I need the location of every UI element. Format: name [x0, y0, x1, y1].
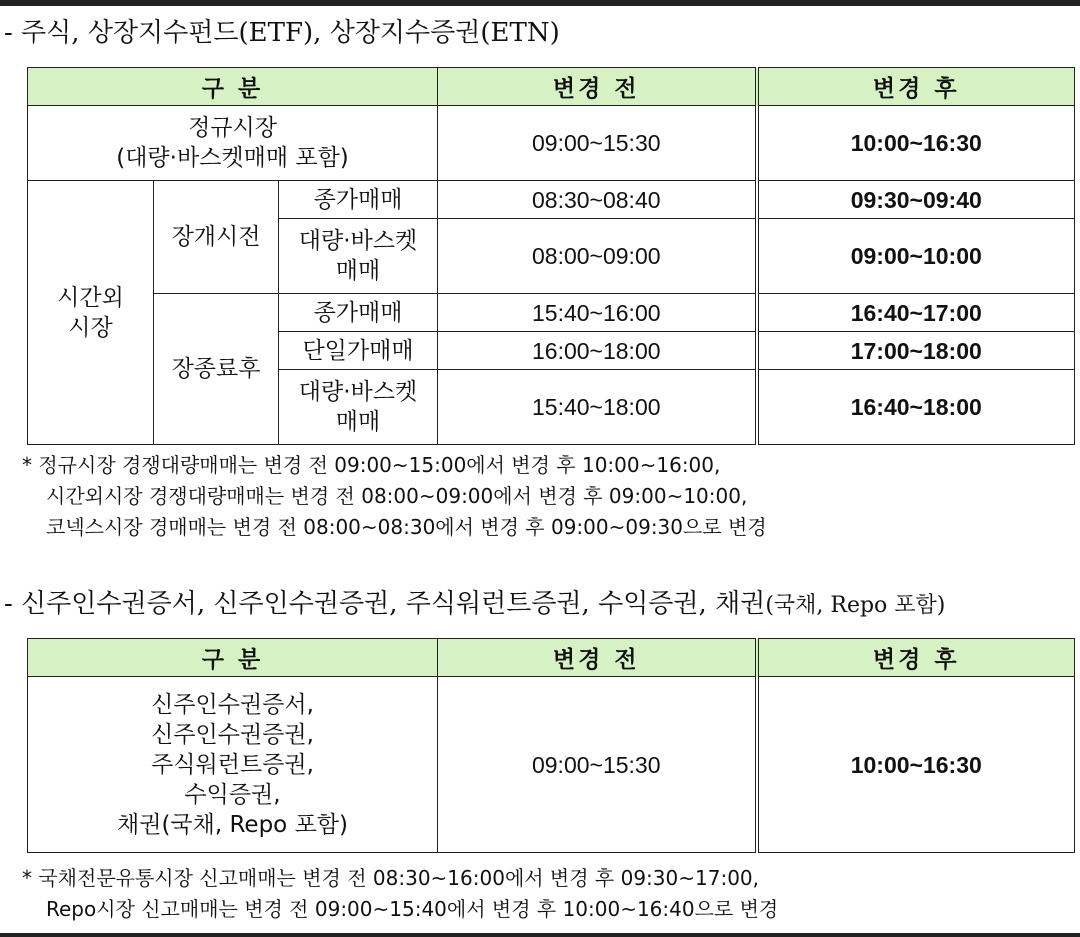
- trade-type-line1: 대량·바스켓: [298, 228, 418, 254]
- section2-notes: [22, 863, 778, 925]
- trade-type-line1: 대량·바스켓: [298, 379, 418, 405]
- after-time: 16:40~17:00: [757, 294, 1075, 332]
- after-hours-line1: 시간외: [57, 284, 124, 311]
- trade-type: 종가매매: [279, 294, 438, 332]
- securities-item: 주식워런트증권,: [151, 751, 314, 778]
- securities-item: 신주인수권증권,: [151, 721, 314, 748]
- table-row: [28, 181, 1075, 219]
- note-line: * 정규시장 경쟁대량매매는 변경 전 09:00~15:00에서 변경 후 10:00~16:00,: [22, 453, 721, 477]
- header-category: 구 분: [28, 68, 438, 106]
- header-after: 변경 후: [757, 639, 1075, 677]
- regular-before: 09:00~15:30: [438, 106, 757, 181]
- before-time: 15:40~18:00: [438, 370, 757, 445]
- after-time: 09:00~10:00: [757, 219, 1075, 294]
- before-time: 15:40~16:00: [438, 294, 757, 332]
- trade-type: [279, 219, 438, 294]
- trade-type: 단일가매매: [279, 332, 438, 370]
- table-row: [28, 106, 1075, 181]
- note-line: 코넥스시장 경매매는 변경 전 08:00~08:30에서 변경 후 09:00~09:30으로 변경: [46, 515, 767, 539]
- section2-heading-main: - 신주인수권증서, 신주인수권증권, 주식워런트증권, 수익증권, 채권: [4, 589, 766, 619]
- header-row: [28, 639, 1075, 677]
- regular-after: 10:00~16:30: [757, 106, 1075, 181]
- regular-market-label: [28, 106, 438, 181]
- top-border: [0, 0, 1080, 6]
- section1-notes: [22, 450, 767, 543]
- regular-label-line1: 정규시장: [188, 115, 277, 141]
- securities-item: 수익증권,: [184, 781, 281, 808]
- section2-table: [27, 638, 1075, 853]
- before-time: 08:00~09:00: [438, 219, 757, 294]
- header-category: 구 분: [28, 639, 438, 677]
- before-time: 08:30~08:40: [438, 181, 757, 219]
- after-time: 16:40~18:00: [757, 370, 1075, 445]
- header-before: 변경 전: [438, 68, 757, 106]
- securities-item: 채권(국채, Repo 포함): [117, 811, 348, 838]
- post-close-label: 장종료후: [154, 294, 279, 445]
- regular-label-line2: (대량·바스켓매매 포함): [116, 145, 349, 171]
- trade-type: 종가매매: [279, 181, 438, 219]
- after-hours-line2: 시장: [68, 314, 113, 341]
- trade-type-line2: 매매: [335, 258, 381, 284]
- note-line: Repo시장 신고매매는 변경 전 09:00~15:40에서 변경 후 10:00~16:40으로 변경: [46, 897, 779, 921]
- note-line: 시간외시장 경쟁대량매매는 변경 전 08:00~09:00에서 변경 후 09:00~10:00,: [46, 484, 748, 508]
- bottom-border: [0, 933, 1080, 937]
- table-row: [28, 294, 1075, 332]
- section2-heading-small: (국채, Repo 포함): [765, 593, 946, 618]
- header-after: 변경 후: [757, 68, 1075, 106]
- section2-heading: [4, 583, 945, 620]
- securities-list: [28, 677, 438, 853]
- securities-after: 10:00~16:30: [757, 677, 1075, 853]
- pre-open-label: 장개시전: [154, 181, 279, 294]
- header-row: [28, 68, 1075, 106]
- after-time: 09:30~09:40: [757, 181, 1075, 219]
- trade-type: [279, 370, 438, 445]
- before-time: 16:00~18:00: [438, 332, 757, 370]
- after-hours-label: [28, 181, 154, 445]
- section1-table: [27, 67, 1075, 445]
- section1-heading: - 주식, 상장지수펀드(ETF), 상장지수증권(ETN): [4, 18, 560, 48]
- note-line: * 국채전문유통시장 신고매매는 변경 전 08:30~16:00에서 변경 후 09:30~17:00,: [22, 866, 759, 890]
- trade-type-line2: 매매: [335, 409, 381, 435]
- header-before: 변경 전: [438, 639, 757, 677]
- after-time: 17:00~18:00: [757, 332, 1075, 370]
- securities-item: 신주인수권증서,: [151, 691, 314, 718]
- table-row: [28, 677, 1075, 853]
- securities-before: 09:00~15:30: [438, 677, 757, 853]
